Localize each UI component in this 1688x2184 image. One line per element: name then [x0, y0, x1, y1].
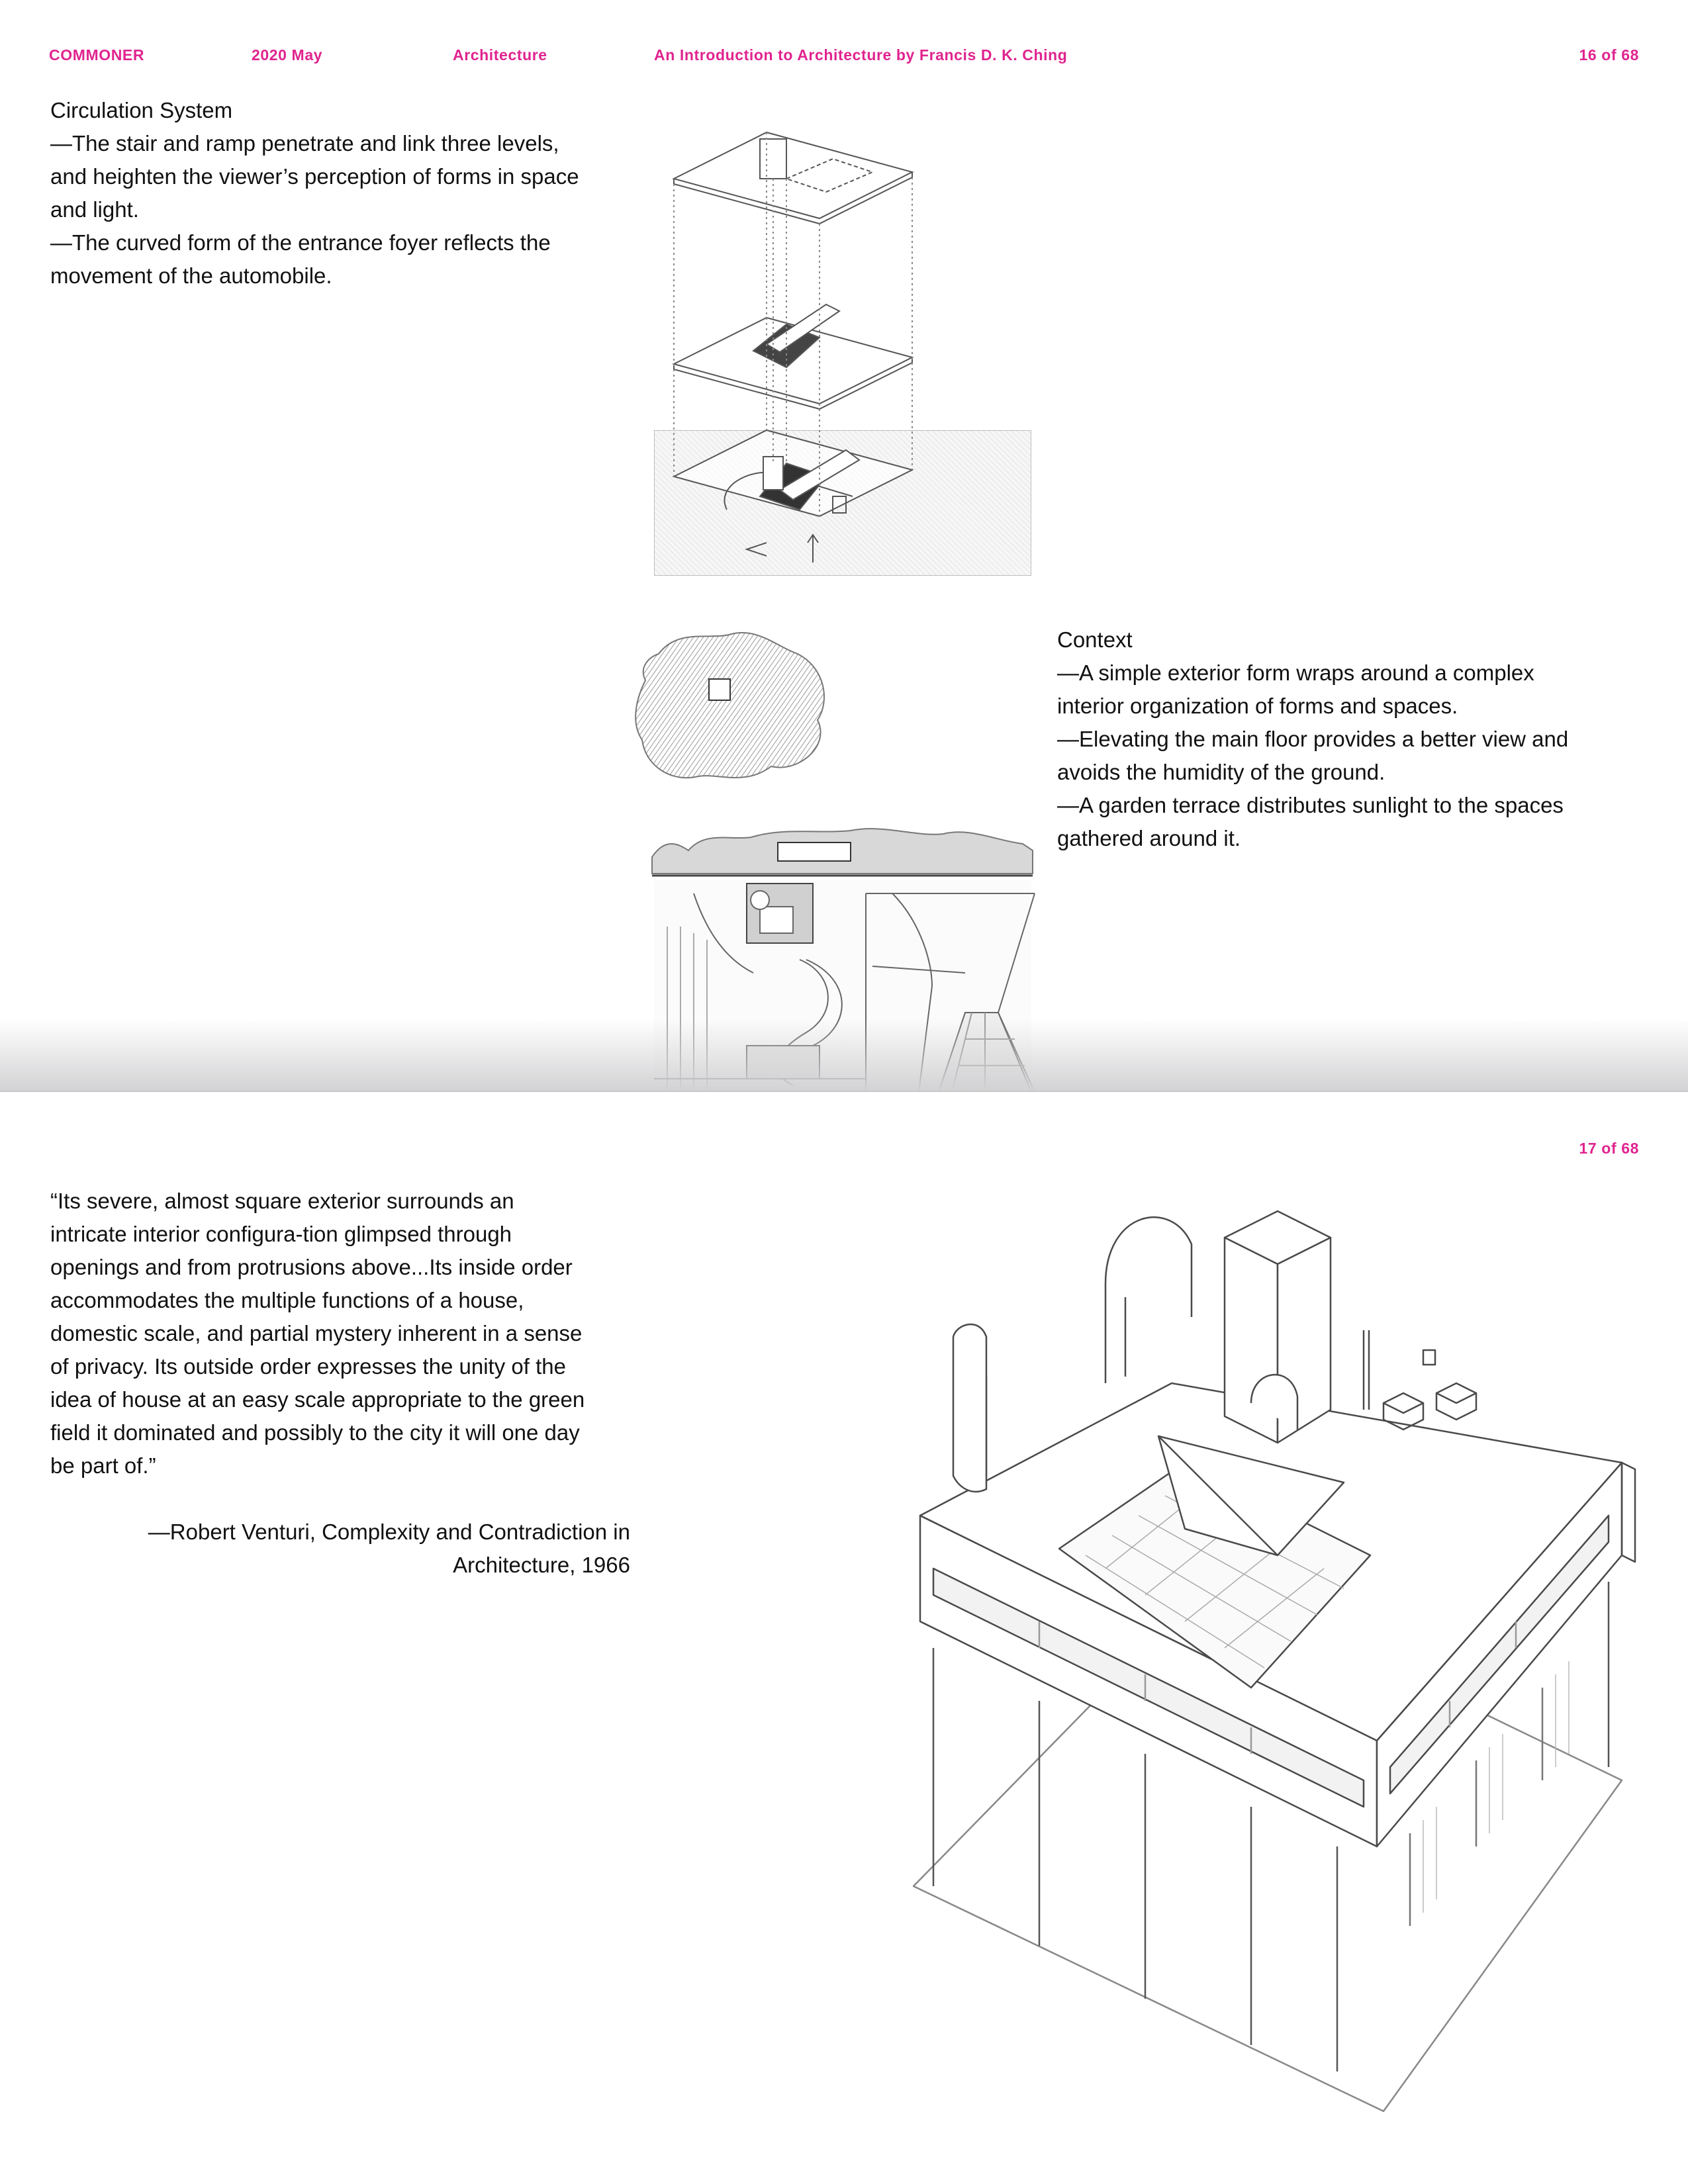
context-line: —A simple exterior form wraps around a complex — [1057, 660, 1534, 685]
attribution-line: Architecture, 1966 — [453, 1553, 630, 1577]
quote-line: openings and from protrusions above...Its inside order — [50, 1255, 573, 1279]
context-line: avoids the humidity of the ground. — [1057, 760, 1385, 784]
context-title: Context — [1057, 627, 1133, 652]
header-publication: COMMONER — [49, 46, 145, 64]
venturi-quote — [50, 1185, 646, 1482]
quote-line: intricate interior configura-tion glimpsed through — [50, 1222, 512, 1246]
context-line: interior organization of forms and spaces. — [1057, 694, 1458, 718]
context-section — [1057, 623, 1653, 855]
context-line: gathered around it. — [1057, 826, 1241, 850]
circulation-section — [50, 94, 646, 293]
circulation-line: —The stair and ramp penetrate and link three levels, — [50, 131, 559, 156]
site-section-drawing — [652, 824, 1033, 877]
quote-line: accommodates the multiple functions of a house, — [50, 1288, 524, 1312]
quote-line: field it dominated and possibly to the city it will one day — [50, 1420, 580, 1445]
context-line: —A garden terrace distributes sunlight to the spaces — [1057, 793, 1564, 817]
header-page-number: 16 of 68 — [1579, 46, 1639, 64]
header-date: 2020 May — [252, 46, 323, 64]
circulation-line: and heighten the viewer’s perception of forms in space — [50, 164, 579, 189]
context-line: —Elevating the main floor provides a better view and — [1057, 727, 1569, 751]
site-plan-drawing — [632, 627, 831, 786]
circulation-axonometric-drawing — [654, 106, 1031, 582]
quote-line: “Its severe, almost square exterior surrounds an — [50, 1189, 514, 1213]
circulation-line: and light. — [50, 197, 139, 222]
page-17 — [0, 1092, 1688, 2184]
page-fold-shadow — [0, 1019, 1688, 1092]
quote-line: of privacy. Its outside order expresses the unity of the — [50, 1354, 566, 1379]
quote-line: domestic scale, and partial mystery inherent in a sense — [50, 1321, 583, 1345]
quote-line: be part of.” — [50, 1453, 156, 1478]
circulation-line: —The curved form of the entrance foyer reflects the — [50, 230, 551, 255]
villa-axonometric-drawing — [907, 1185, 1635, 2151]
quote-attribution — [50, 1516, 630, 1582]
circulation-title: Circulation System — [50, 98, 233, 122]
header-category: Architecture — [453, 46, 547, 64]
attribution-line: —Robert Venturi, Complexity and Contradiction in — [148, 1520, 630, 1544]
header-book-title: An Introduction to Architecture by Francis D. K. Ching — [654, 46, 1068, 64]
page-17-number: 17 of 68 — [1579, 1140, 1639, 1157]
quote-line: idea of house at an easy scale appropriate to the green — [50, 1387, 585, 1412]
circulation-line: movement of the automobile. — [50, 263, 332, 288]
